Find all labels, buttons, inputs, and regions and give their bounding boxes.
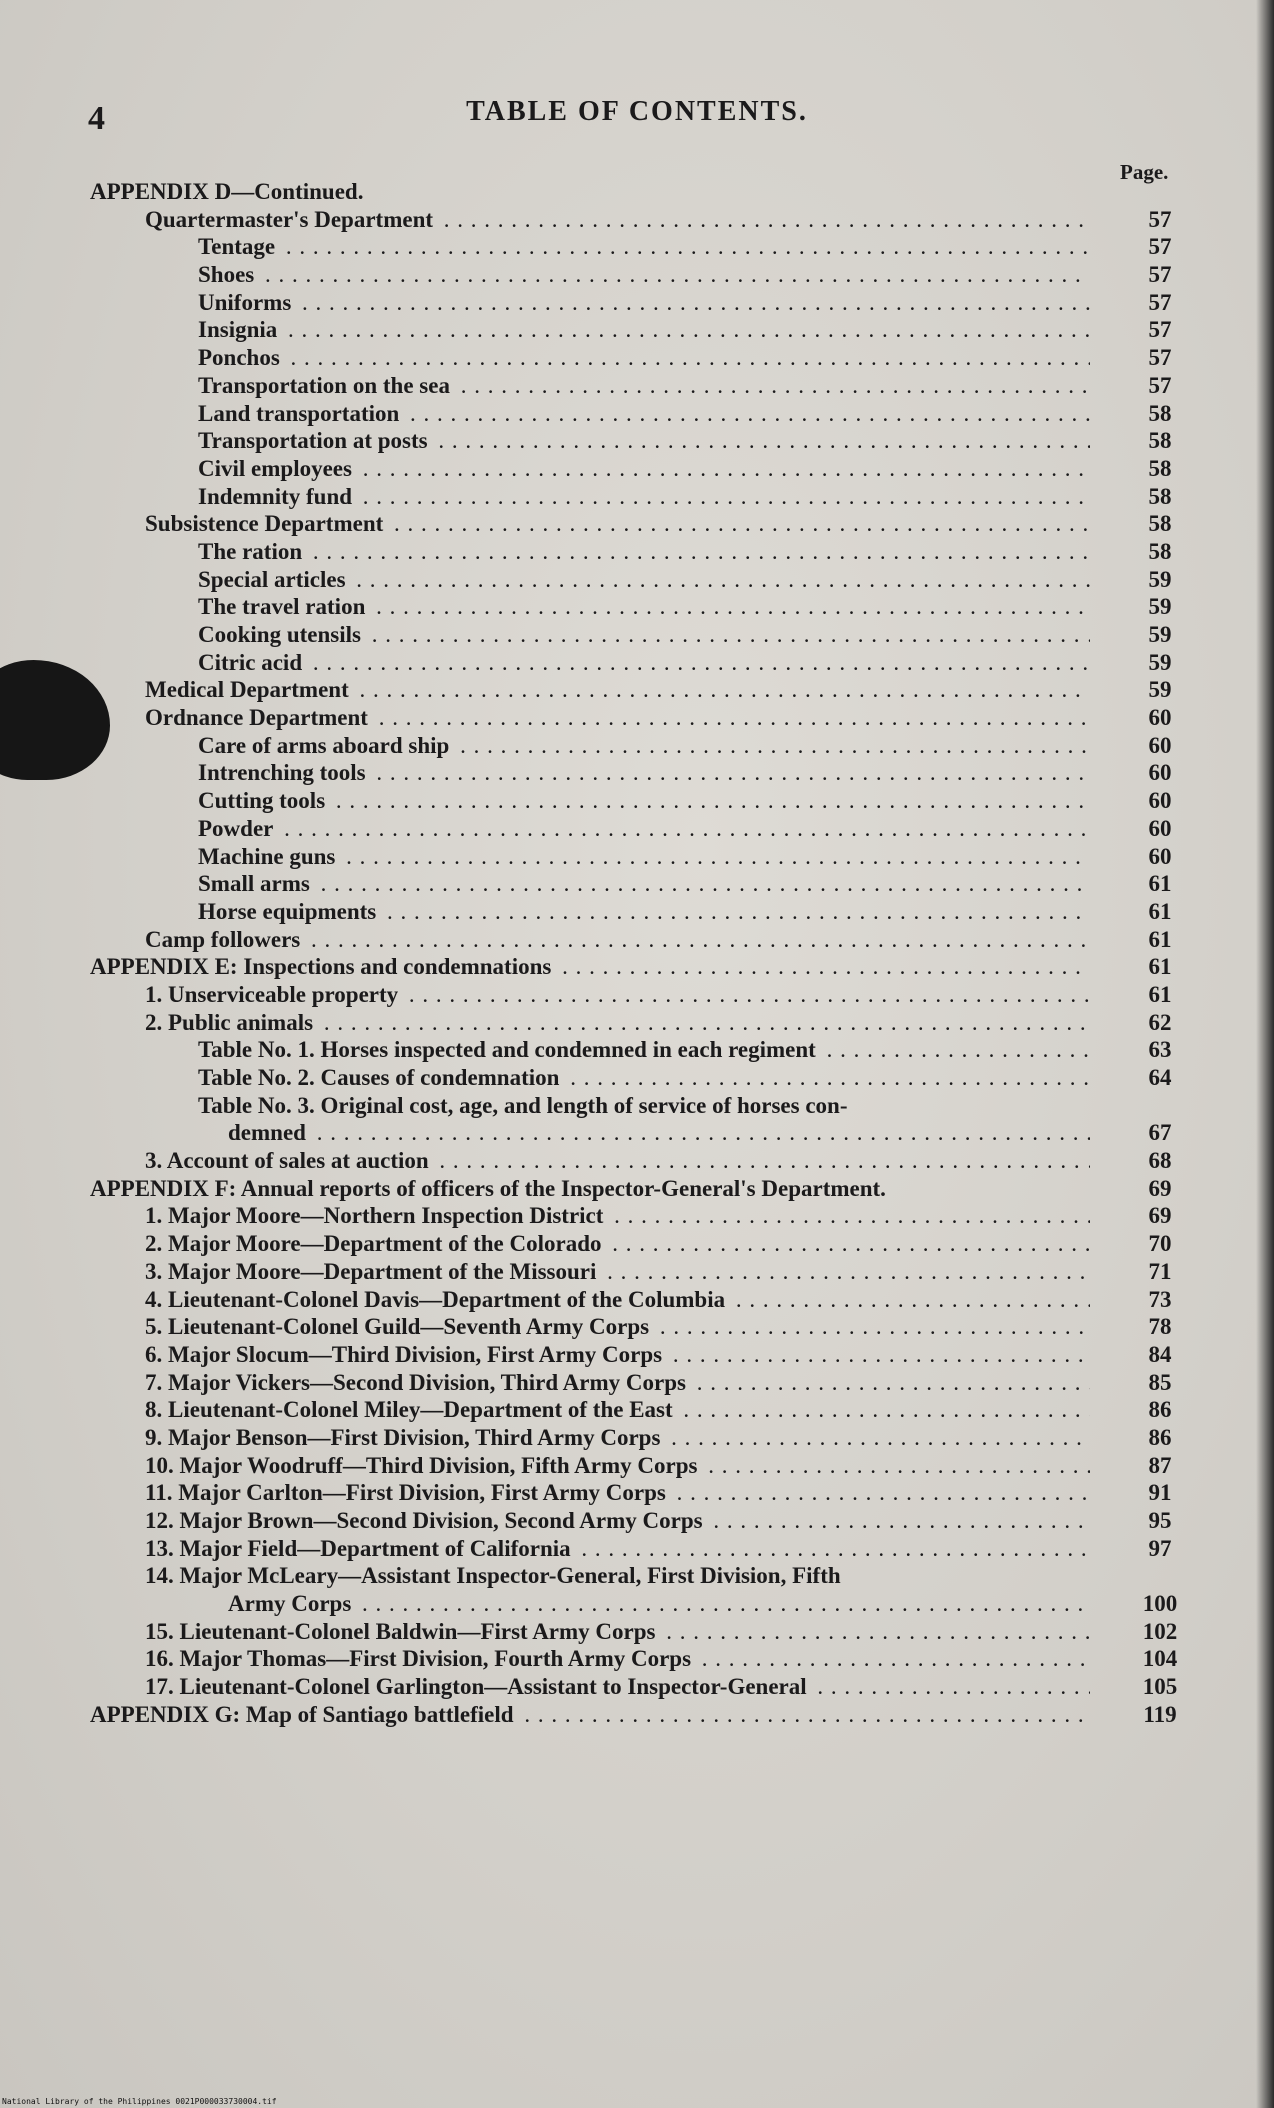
toc-entry-title (198, 400, 1090, 428)
toc-entry-title (145, 1396, 1090, 1424)
toc-entry-text: Table No. 1. Horses inspected and condemned in each regiment (198, 1037, 816, 1063)
toc-entry-title (198, 316, 1090, 344)
toc-entry (90, 649, 1190, 677)
toc-entry-text: 6. Major Slocum—Third Division, First Army Corps (145, 1341, 663, 1367)
toc-entry (90, 1701, 1190, 1729)
toc-entry (90, 843, 1190, 871)
toc-entry (90, 1092, 1190, 1120)
toc-entry (90, 1009, 1190, 1037)
toc-entry (90, 1230, 1190, 1258)
toc-entry (90, 455, 1190, 483)
toc-entry (90, 178, 1190, 206)
toc-entry-title (228, 1119, 1090, 1147)
toc-entry-text: 3. Major Moore—Department of the Missouri (145, 1258, 597, 1284)
toc-entry-title (198, 483, 1090, 511)
toc-entry (90, 815, 1190, 843)
toc-entry-page: 62 (1148, 1009, 1172, 1035)
toc-entry-text: Citric acid (198, 649, 303, 675)
toc-entry-page: 58 (1148, 511, 1172, 537)
toc-entry-page: 59 (1148, 649, 1172, 675)
toc-entry-title (145, 981, 1090, 1009)
toc-entry (90, 1064, 1190, 1092)
toc-entry-page: 69 (1148, 1175, 1172, 1201)
toc-entry-text: 1. Unserviceable property (145, 981, 399, 1007)
toc-entry-page: 60 (1148, 788, 1172, 814)
toc-entry-text: 2. Public animals (145, 1009, 314, 1035)
toc-entry-page: 85 (1148, 1369, 1172, 1395)
toc-entry (90, 1562, 1190, 1590)
page-column-label: Page. (1120, 160, 1169, 184)
toc-entry-text: Care of arms aboard ship (198, 732, 450, 758)
toc-entry-text: Insignia (198, 317, 278, 343)
toc-entry-text: Transportation on the sea (198, 372, 450, 398)
toc-entry-text: 15. Lieutenant-Colonel Baldwin—First Army Corps (145, 1618, 656, 1644)
toc-entry-page: 57 (1148, 372, 1172, 398)
toc-entry (90, 1396, 1190, 1424)
page-number: 4 (88, 100, 105, 137)
toc-entry-text: 12. Major Brown—Second Division, Second Army Corps (145, 1508, 703, 1533)
toc-entry-text: 16. Major Thomas—First Division, Fourth Army Corps (145, 1646, 692, 1672)
toc-entry-text: Horse equipments (198, 898, 377, 924)
toc-entry (90, 372, 1190, 400)
toc-entry-text: 10. Major Woodruff—Third Division, Fifth Army Corps (145, 1452, 698, 1478)
toc-entry-text: 14. Major McLeary—Assistant Inspector-General, First Division, Fifth (145, 1563, 841, 1589)
toc-entry-page: 78 (1148, 1314, 1172, 1340)
toc-entry-page: 57 (1148, 317, 1172, 343)
toc-entry (90, 898, 1190, 926)
toc-entry (90, 427, 1190, 455)
toc-entry-page: 63 (1148, 1037, 1172, 1063)
toc-entry-text: Ponchos (198, 345, 280, 371)
toc-entry (90, 1119, 1190, 1147)
toc-entry-page: 60 (1148, 843, 1172, 869)
toc-entry-text: The travel ration (198, 594, 366, 620)
toc-entry-text: Tentage (198, 234, 276, 260)
toc-entry-page: 57 (1148, 289, 1172, 315)
toc-entry-title (198, 815, 1090, 843)
toc-entry-page: 57 (1148, 345, 1172, 371)
toc-entry-text: Table No. 3. Original cost, age, and length of service of horses con- (198, 1092, 848, 1118)
toc-entry-title (145, 1618, 1090, 1646)
toc-entry-page: 64 (1148, 1065, 1172, 1090)
toc-entry-title (145, 1424, 1090, 1452)
toc-entry-text: The ration (198, 538, 303, 564)
toc-entry-text: Machine guns (198, 843, 336, 869)
toc-entry-page: 60 (1148, 732, 1172, 758)
toc-entry-text: Shoes (198, 262, 255, 288)
toc-entry-title (145, 1258, 1090, 1286)
toc-entry-text: Special articles (198, 566, 346, 592)
toc-entry-text: Cutting tools (198, 788, 326, 814)
toc-entry-title (90, 1701, 1090, 1729)
toc-entry-text: APPENDIX G: Map of Santiago battlefield (90, 1701, 514, 1727)
toc-entry-page: 86 (1148, 1397, 1172, 1423)
toc-entry-text: Quartermaster's Department (145, 206, 434, 232)
toc-entry-title (145, 704, 1090, 732)
toc-entry (90, 1673, 1190, 1701)
toc-entry-page: 58 (1148, 538, 1172, 564)
toc-entry (90, 233, 1190, 261)
toc-entry (90, 1645, 1190, 1673)
toc-entry-title (198, 787, 1090, 815)
toc-entry-text: Small arms (198, 871, 310, 897)
toc-entry-title (198, 261, 1090, 289)
toc-entry (90, 400, 1190, 428)
toc-entry-text: APPENDIX E: Inspections and condemnations (90, 954, 552, 980)
toc-entry (90, 1341, 1190, 1369)
toc-entry-title (198, 1064, 1090, 1092)
toc-entry-text: Ordnance Department (145, 705, 368, 731)
toc-entry-title (145, 676, 1090, 704)
toc-entry (90, 621, 1190, 649)
toc-entry-page: 59 (1148, 622, 1172, 647)
toc-entry (90, 261, 1190, 289)
toc-entry-text: 13. Major Field—Department of California (145, 1535, 571, 1561)
toc-entry (90, 1479, 1190, 1507)
toc-entry-text: 2. Major Moore—Department of the Colorado (145, 1231, 602, 1257)
toc-entry-title (145, 1562, 1090, 1590)
toc-entry-title (198, 566, 1090, 594)
toc-entry-text: APPENDIX D—Continued. (90, 179, 364, 204)
toc-entry-page: 104 (1142, 1646, 1178, 1672)
toc-entry-title (198, 732, 1090, 760)
toc-entry-text: 4. Lieutenant-Colonel Davis—Department of the Columbia (145, 1286, 726, 1312)
toc-entry-title (198, 289, 1090, 317)
toc-entry-text: 17. Lieutenant-Colonel Garlington—Assistant to Inspector-General (145, 1674, 807, 1700)
toc-entry-title (198, 870, 1090, 898)
toc-entry-page: 59 (1148, 594, 1172, 620)
toc-entry-page: 59 (1148, 677, 1172, 703)
toc-entry-title (198, 538, 1090, 566)
toc-entry-page: 58 (1148, 428, 1172, 454)
toc-entry (90, 344, 1190, 372)
toc-entry-page: 91 (1148, 1480, 1172, 1506)
scan-footer: National Library of the Philippines 0021P000033730004.tif (2, 2097, 277, 2106)
toc-entry (90, 483, 1190, 511)
toc-entry-page: 69 (1148, 1203, 1172, 1229)
toc-entry-page: 68 (1148, 1148, 1172, 1174)
toc-entry-text: Table No. 2. Causes of condemnation (198, 1065, 560, 1090)
toc-entry-title (145, 1202, 1090, 1230)
toc-entry-title (145, 1479, 1090, 1507)
toc-entry-title (145, 1507, 1090, 1535)
toc-entry-text: Subsistence Department (145, 511, 384, 537)
toc-entry (90, 926, 1190, 954)
toc-entry-page: 71 (1148, 1258, 1172, 1284)
toc-entry (90, 1036, 1190, 1064)
toc-entry-text: Camp followers (145, 926, 301, 952)
toc-entry-title (145, 1341, 1090, 1369)
toc-entry-page: 57 (1148, 262, 1172, 288)
toc-entry-page: 119 (1143, 1701, 1177, 1727)
table-of-contents (90, 178, 1190, 1729)
toc-entry-title (145, 1673, 1090, 1701)
toc-entry-title (145, 1286, 1090, 1314)
toc-entry-page: 67 (1148, 1120, 1172, 1146)
toc-entry (90, 704, 1190, 732)
toc-entry (90, 1452, 1190, 1480)
toc-entry-text: 11. Major Carlton—First Division, First Army Corps (145, 1480, 666, 1506)
toc-entry-title (145, 1009, 1090, 1037)
toc-entry-text: Cooking utensils (198, 622, 361, 647)
toc-entry (90, 1507, 1190, 1535)
toc-entry-title (198, 1036, 1090, 1064)
toc-entry (90, 732, 1190, 760)
toc-entry-page: 61 (1148, 954, 1172, 980)
toc-entry-text: Army Corps (228, 1591, 352, 1617)
toc-entry-page: 100 (1142, 1591, 1178, 1617)
toc-entry-text: Indemnity fund (198, 483, 353, 509)
toc-entry-page: 58 (1148, 455, 1172, 481)
toc-entry-title (198, 843, 1090, 871)
toc-entry-title (198, 898, 1090, 926)
toc-entry-text: Uniforms (198, 289, 292, 315)
toc-entry (90, 1175, 1190, 1203)
toc-entry-page: 84 (1148, 1341, 1172, 1367)
toc-entry (90, 759, 1190, 787)
toc-entry-title (145, 1369, 1090, 1397)
toc-entry-title (145, 1313, 1090, 1341)
toc-entry (90, 566, 1190, 594)
toc-entry-text: Land transportation (198, 400, 400, 426)
toc-entry-text: 1. Major Moore—Northern Inspection District (145, 1203, 604, 1229)
toc-entry-page: 58 (1148, 400, 1172, 426)
toc-entry (90, 316, 1190, 344)
toc-entry (90, 1618, 1190, 1646)
toc-entry-text: 7. Major Vickers—Second Division, Third Army Corps (145, 1369, 686, 1395)
toc-entry-title (145, 510, 1090, 538)
toc-entry-title (145, 1147, 1090, 1175)
toc-entry-title (90, 178, 1090, 206)
toc-entry (90, 1369, 1190, 1397)
toc-entry-title (228, 1590, 1090, 1618)
page-edge-shadow (1256, 0, 1274, 2108)
toc-entry-text: demned (228, 1120, 306, 1146)
toc-entry-text: Medical Department (145, 677, 349, 703)
toc-entry-page: 61 (1148, 871, 1172, 897)
toc-entry (90, 870, 1190, 898)
toc-entry-title (145, 1645, 1090, 1673)
toc-entry-page: 61 (1148, 926, 1172, 952)
toc-entry-page: 73 (1148, 1286, 1172, 1312)
page-title: TABLE OF CONTENTS. (466, 96, 808, 127)
toc-entry-text: Intrenching tools (198, 760, 366, 786)
toc-entry-title (198, 344, 1090, 372)
toc-entry (90, 787, 1190, 815)
toc-entry (90, 510, 1190, 538)
toc-entry-title (198, 233, 1090, 261)
toc-entry (90, 1147, 1190, 1175)
toc-entry-title (90, 1175, 1090, 1203)
toc-entry (90, 1535, 1190, 1563)
toc-entry-page: 57 (1148, 234, 1172, 260)
toc-entry-page: 86 (1148, 1424, 1172, 1450)
toc-entry-page: 57 (1148, 206, 1172, 232)
toc-entry-text: 9. Major Benson—First Division, Third Army Corps (145, 1424, 661, 1450)
toc-entry-page: 105 (1142, 1674, 1178, 1700)
toc-entry (90, 593, 1190, 621)
toc-entry (90, 289, 1190, 317)
toc-entry-title (145, 1230, 1090, 1258)
toc-entry-text: 5. Lieutenant-Colonel Guild—Seventh Army Corps (145, 1314, 650, 1340)
toc-entry (90, 1202, 1190, 1230)
toc-entry-page: 70 (1148, 1231, 1172, 1257)
toc-entry-page: 61 (1148, 898, 1172, 924)
toc-entry-page: 95 (1148, 1508, 1172, 1533)
toc-entry-title (198, 372, 1090, 400)
toc-entry-title (198, 759, 1090, 787)
toc-entry-title (198, 427, 1090, 455)
toc-entry (90, 1258, 1190, 1286)
toc-entry (90, 1286, 1190, 1314)
toc-entry-title (198, 593, 1090, 621)
toc-entry-text: 8. Lieutenant-Colonel Miley—Department of the East (145, 1397, 673, 1423)
toc-entry-page: 87 (1148, 1452, 1172, 1478)
toc-entry (90, 538, 1190, 566)
toc-entry-page: 60 (1148, 760, 1172, 786)
toc-entry-text: 3. Account of sales at auction (145, 1148, 429, 1174)
toc-entry-page: 61 (1148, 981, 1172, 1007)
toc-entry (90, 953, 1190, 981)
toc-entry (90, 981, 1190, 1009)
toc-entry (90, 206, 1190, 234)
toc-entry-title (198, 621, 1090, 649)
toc-entry-text: APPENDIX F: Annual reports of officers of the Inspector-General's Department. (90, 1175, 886, 1201)
toc-entry-title (145, 926, 1090, 954)
toc-entry-title (198, 1092, 1090, 1120)
toc-entry-title (90, 953, 1090, 981)
toc-entry-page: 60 (1148, 815, 1172, 841)
toc-entry (90, 1424, 1190, 1452)
toc-entry-text: Civil employees (198, 455, 352, 481)
toc-entry-page: 97 (1148, 1535, 1172, 1561)
toc-entry-title (145, 1452, 1090, 1480)
toc-entry-title (198, 649, 1090, 677)
toc-entry-page: 60 (1148, 705, 1172, 731)
toc-entry-title (145, 1535, 1090, 1563)
toc-entry-text: Transportation at posts (198, 428, 428, 454)
toc-entry-page: 58 (1148, 483, 1172, 509)
toc-entry-page: 59 (1148, 566, 1172, 592)
toc-entry (90, 1590, 1190, 1618)
toc-entry-text: Powder (198, 815, 274, 841)
toc-entry-title (198, 455, 1090, 483)
toc-entry-title (145, 206, 1090, 234)
toc-entry-page: 102 (1142, 1618, 1178, 1644)
toc-entry (90, 1313, 1190, 1341)
toc-entry (90, 676, 1190, 704)
